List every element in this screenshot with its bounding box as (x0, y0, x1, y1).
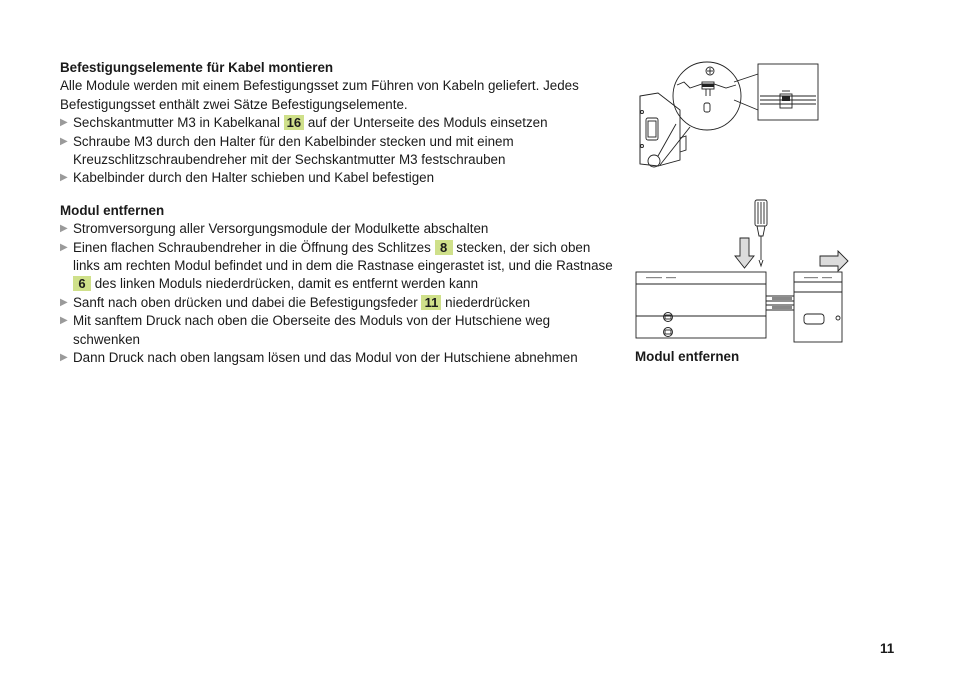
section-heading-remove-module: Modul entfernen (60, 202, 165, 218)
cable-fastener-steps (60, 114, 620, 188)
section-intro: Alle Module werden mit einem Befestigungsset zum Führen von Kabeln geliefert. Jedes Befestigungsset enthält zwei Sätze Befestigungselemente. (60, 78, 579, 112)
ref-badge: 6 (73, 276, 91, 291)
list-item: ▶ Kabelbinder durch den Halter schieben und Kabel befestigen (60, 169, 620, 187)
page-number: 11 (880, 641, 895, 656)
section-remove-module (60, 202, 620, 368)
list-item: ▶ Sechskantmutter M3 in Kabelkanal 16 auf der Unterseite des Moduls einsetzen (60, 114, 620, 132)
list-item: ▶ Dann Druck nach oben langsam lösen und das Modul von der Hutschiene abnehmen (60, 349, 620, 367)
list-item: ▶ Stromversorgung aller Versorgungsmodule der Modulkette abschalten (60, 220, 620, 238)
remove-module-steps (60, 220, 620, 367)
list-item: ▶ Mit sanftem Druck nach oben die Oberseite des Moduls von der Hutschiene weg schwenken (60, 312, 620, 349)
remove-module-illustration (632, 196, 852, 346)
ref-badge: 8 (435, 240, 453, 255)
ref-badge: 11 (421, 295, 441, 310)
section-heading-cable-fasteners: Befestigungselemente für Kabel montieren (60, 60, 334, 75)
ref-badge: 16 (284, 115, 304, 130)
list-item: ▶ Einen flachen Schraubendreher in die Öffnung des Schlitzes 8 stecken, der sich oben links am rechten Modul befindet und in dem die Rastnase eingerastet ist, und die Rastnase 6 des linken Moduls niederdrücken, damit es entfernt werden kann (60, 239, 620, 294)
cable-fastener-illustration (632, 60, 822, 175)
figure-caption: Modul entfernen (635, 349, 740, 364)
text-column (60, 59, 620, 368)
list-item: ▶ Schraube M3 durch den Halter für den Kabelbinder stecken und mit einem Kreuzschlitzschraubendreher mit der Sechskantmutter M3 festschrauben (60, 133, 620, 170)
list-item: ▶ Sanft nach oben drücken und dabei die Befestigungsfeder 11 niederdrücken (60, 294, 620, 312)
